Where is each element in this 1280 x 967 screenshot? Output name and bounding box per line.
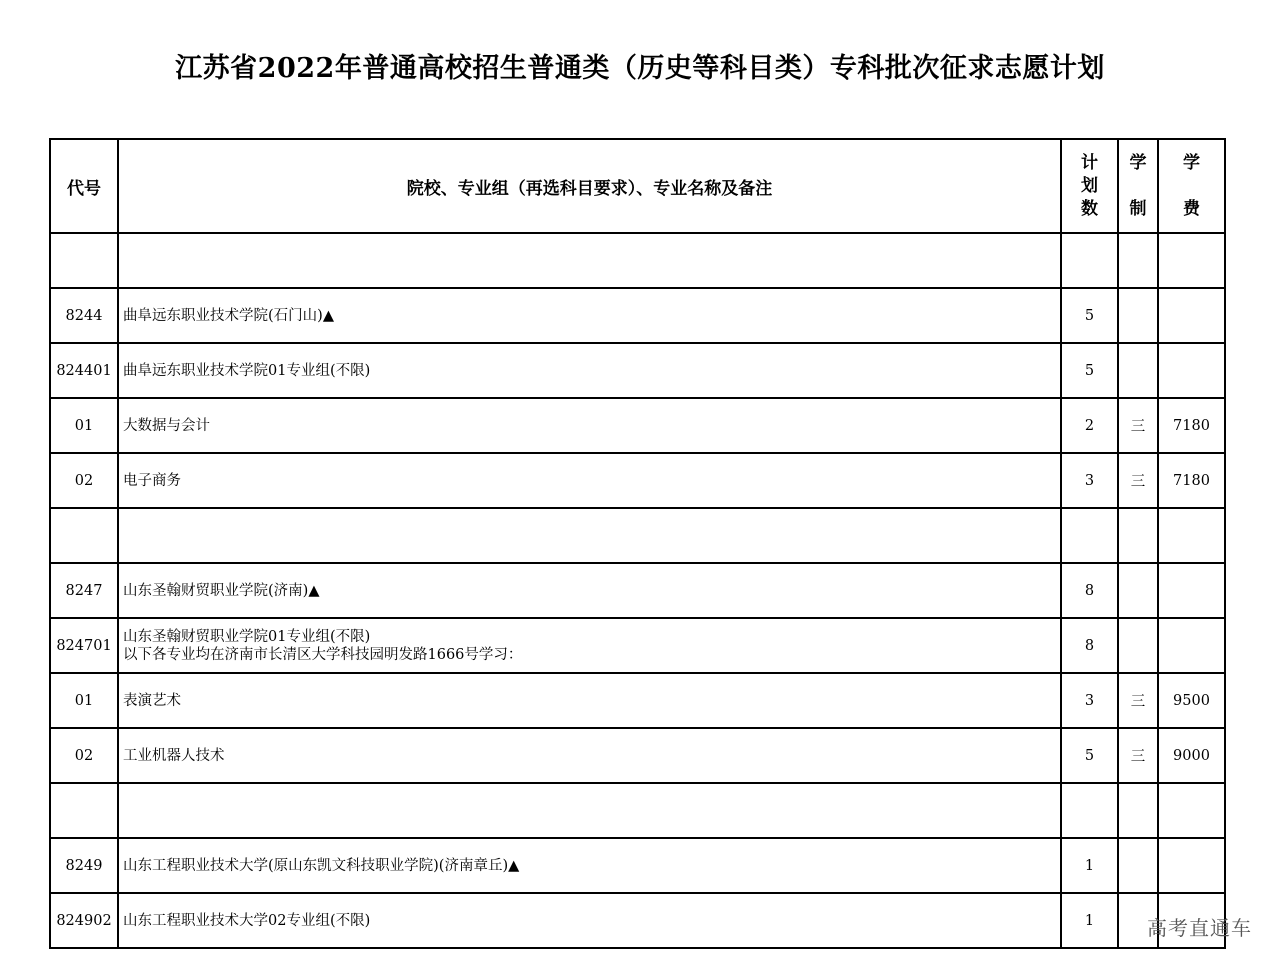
- table-row: [50, 453, 1225, 508]
- cell-code: 01: [50, 673, 118, 728]
- header-fee: [1158, 139, 1225, 233]
- cell-name-text: 山东工程职业技术大学02专业组(不限): [123, 912, 371, 929]
- header-fee-char: 费: [1183, 199, 1200, 219]
- cell-name-text: 大数据与会计: [123, 417, 210, 434]
- cell-name: [118, 398, 1061, 453]
- cell-years: [1118, 233, 1158, 288]
- page-title: 江苏省2022年普通高校招生普通类（历史等科目类）专科批次征求志愿计划: [175, 53, 1105, 84]
- cell-name-text: 曲阜远东职业技术学院01专业组(不限): [123, 362, 371, 379]
- header-years-char: 学: [1129, 153, 1147, 173]
- header-plan: [1061, 139, 1118, 233]
- cell-plan: 8: [1061, 618, 1118, 673]
- cell-code: 824401: [50, 343, 118, 398]
- cell-plan: 2: [1061, 398, 1118, 453]
- cell-code: 8247: [50, 563, 118, 618]
- cell-name: [118, 893, 1061, 948]
- cell-name-note: 以下各专业均在济南市长清区大学科技园明发路1666号学习：: [123, 646, 523, 663]
- cell-code: 8249: [50, 838, 118, 893]
- header-fee-char: 学: [1183, 153, 1200, 173]
- cell-code: [50, 783, 118, 838]
- cell-years: [1118, 288, 1158, 343]
- cell-years: 三: [1118, 728, 1158, 783]
- cell-name-text: 曲阜远东职业技术学院(石门山)▲: [123, 307, 334, 324]
- cell-plan: 5: [1061, 343, 1118, 398]
- cell-fee: [1158, 783, 1225, 838]
- table-row: [50, 618, 1225, 673]
- cell-plan: 1: [1061, 893, 1118, 948]
- cell-code: [50, 233, 118, 288]
- cell-code: 824701: [50, 618, 118, 673]
- cell-name-text: 电子商务: [123, 472, 181, 489]
- table-row: [50, 893, 1225, 948]
- cell-years: 三: [1118, 453, 1158, 508]
- header-code: 代号: [50, 139, 118, 233]
- table-header-row: [50, 139, 1225, 233]
- cell-name: [118, 563, 1061, 618]
- cell-name-text: 山东圣翰财贸职业学院01专业组(不限): [123, 628, 371, 645]
- cell-plan: 1: [1061, 838, 1118, 893]
- table-row: [50, 563, 1225, 618]
- cell-code: 02: [50, 728, 118, 783]
- watermark-text: 高考直通车: [1147, 916, 1252, 940]
- cell-code: 824902: [50, 893, 118, 948]
- cell-name: [118, 508, 1061, 563]
- table-row: [50, 728, 1225, 783]
- cell-name: [118, 728, 1061, 783]
- cell-fee: [1158, 343, 1225, 398]
- cell-code: [50, 508, 118, 563]
- cell-plan: [1061, 508, 1118, 563]
- header-plan-char: 数: [1081, 198, 1098, 219]
- cell-plan: 3: [1061, 453, 1118, 508]
- cell-fee: 9000: [1158, 728, 1225, 783]
- cell-years: [1118, 618, 1158, 673]
- cell-fee: 7180: [1158, 453, 1225, 508]
- cell-fee: [1158, 508, 1225, 563]
- table-row: [50, 398, 1225, 453]
- cell-name: [118, 343, 1061, 398]
- cell-plan: 3: [1061, 673, 1118, 728]
- cell-years: [1118, 783, 1158, 838]
- table-row: [50, 343, 1225, 398]
- table-row: [50, 233, 1225, 288]
- cell-name: [118, 838, 1061, 893]
- cell-name-text: 表演艺术: [123, 692, 181, 709]
- cell-plan: [1061, 233, 1118, 288]
- cell-name: [118, 233, 1061, 288]
- cell-plan: [1061, 783, 1118, 838]
- cell-years: 三: [1118, 398, 1158, 453]
- cell-fee: 7180: [1158, 398, 1225, 453]
- cell-name: [118, 453, 1061, 508]
- cell-code: 8244: [50, 288, 118, 343]
- table-row: [50, 288, 1225, 343]
- cell-name-text: 山东圣翰财贸职业学院(济南)▲: [123, 582, 320, 599]
- cell-fee: [1158, 838, 1225, 893]
- cell-fee: [1158, 563, 1225, 618]
- cell-years: 三: [1118, 673, 1158, 728]
- cell-plan: 5: [1061, 288, 1118, 343]
- cell-plan: 8: [1061, 563, 1118, 618]
- cell-years: [1118, 838, 1158, 893]
- table-row: [50, 838, 1225, 893]
- header-years: [1118, 139, 1158, 233]
- cell-name: [118, 783, 1061, 838]
- header-years-char: 制: [1129, 199, 1147, 219]
- cell-years: [1118, 563, 1158, 618]
- cell-name: [118, 618, 1061, 673]
- cell-years: [1118, 508, 1158, 563]
- cell-name-text: 工业机器人技术: [123, 747, 225, 764]
- cell-plan: 5: [1061, 728, 1118, 783]
- cell-name: [118, 288, 1061, 343]
- cell-name-text: 山东工程职业技术大学(原山东凯文科技职业学院)(济南章丘)▲: [123, 857, 520, 874]
- header-name: 院校、专业组（再选科目要求）、专业名称及备注: [118, 139, 1061, 233]
- table-row: [50, 673, 1225, 728]
- cell-name: [118, 673, 1061, 728]
- cell-years: [1118, 343, 1158, 398]
- cell-fee: [1158, 288, 1225, 343]
- cell-fee: 9500: [1158, 673, 1225, 728]
- cell-code: 01: [50, 398, 118, 453]
- header-plan-char: 计: [1081, 152, 1098, 173]
- enrollment-plan-table: [49, 138, 1226, 949]
- table-row: [50, 508, 1225, 563]
- table-row: [50, 783, 1225, 838]
- cell-code: 02: [50, 453, 118, 508]
- cell-fee: [1158, 233, 1225, 288]
- cell-fee: [1158, 618, 1225, 673]
- header-plan-char: 划: [1081, 175, 1098, 196]
